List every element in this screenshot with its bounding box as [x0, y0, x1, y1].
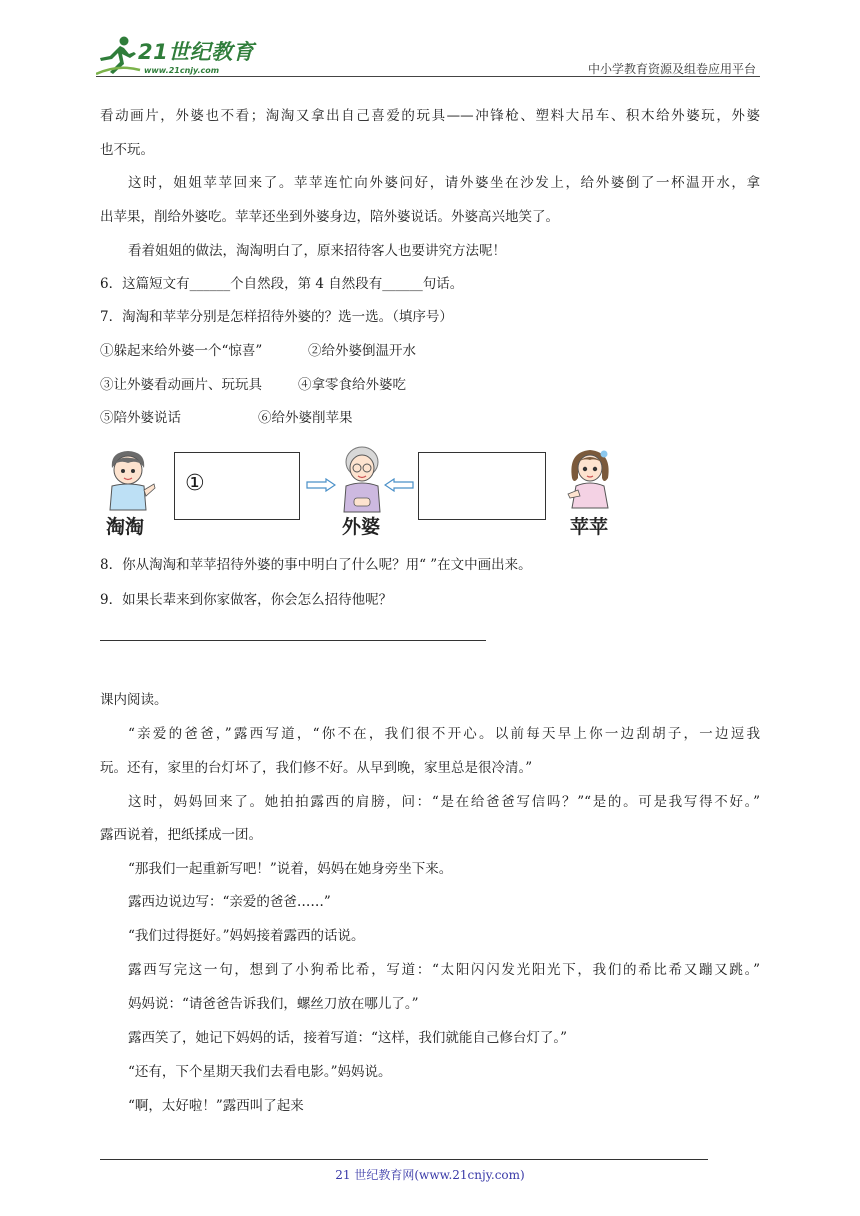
question-6: 6．这篇短文有______个自然段，第 4 自然段有______句话。 — [100, 276, 464, 292]
label-pingping: 苹苹 — [570, 516, 609, 538]
option-5: ⑤陪外婆说话 — [100, 410, 181, 426]
platform-title: 中小学教育资源及组卷应用平台 — [587, 62, 756, 76]
passage2-line10: 露西笑了，她记下妈妈的话，接着写道：“这样，我们就能自己修台灯了。” — [128, 1030, 568, 1046]
question-7: 7．淘淘和苹苹分别是怎样招待外婆的？选一选。（填序号） — [100, 309, 453, 325]
passage2-line3: 这时，妈妈回来了。她拍拍露西的肩膀，问：“是在给爸爸写信吗？”“是的。可是我写得不好。” — [128, 794, 760, 810]
boy-taotao-icon — [100, 446, 156, 512]
page-header — [96, 28, 760, 80]
answer-line-q9[interactable] — [100, 640, 486, 641]
option-6: ⑥给外婆削苹果 — [258, 410, 353, 426]
passage2-line6: 露西边说边写：“亲爱的爸爸……” — [128, 894, 331, 910]
passage1-line4: 出苹果，削给外婆吃。苹苹还坐到外婆身边，陪外婆说话。外婆高兴地笑了。 — [100, 209, 559, 225]
question-9: 9．如果长辈来到你家做客，你会怎么招待他呢？ — [100, 592, 393, 608]
box-prefilled-answer: ① — [185, 471, 205, 496]
passage2-line7: “我们过得挺好。”妈妈接着露西的话说。 — [128, 928, 365, 944]
grandma-icon — [336, 444, 388, 514]
question-8: 8．你从淘淘和苹苹招待外婆的事中明白了什么呢？用“ ”在文中画出来。 — [100, 557, 532, 573]
site-logo — [96, 34, 256, 78]
girl-pingping-icon — [564, 444, 616, 510]
label-taotao: 淘淘 — [106, 516, 145, 538]
passage2-line1: “亲爱的爸爸，”露西写道，“你不在，我们很不开心。以前每天早上你一边刮胡子，一边逗我 — [128, 726, 760, 742]
answer-box-taotao[interactable] — [174, 452, 300, 520]
option-2: ②给外婆倒温开水 — [308, 343, 416, 359]
runner-logo-icon — [96, 34, 142, 78]
label-waipo: 外婆 — [342, 516, 381, 538]
option-3: ③让外婆看动画片、玩玩具 — [100, 377, 262, 393]
passage2-line5: “那我们一起重新写吧！”说着，妈妈在她身旁坐下来。 — [128, 861, 453, 877]
hosting-figure — [96, 440, 616, 540]
passage2-line9: 妈妈说：“请爸爸告诉我们，螺丝刀放在哪儿了。” — [128, 996, 419, 1012]
option-1: ①躲起来给外婆一个“惊喜” — [100, 343, 263, 359]
passage2-line4: 露西说着，把纸揉成一团。 — [100, 827, 262, 843]
passage2-line2: 玩。还有，家里的台灯坏了，我们修不好。从早到晚，家里总是很冷清。” — [100, 760, 533, 776]
passage2-line12: “啊，太好啦！”露西叫了起来 — [128, 1098, 304, 1114]
passage2-line8: 露西写完这一句，想到了小狗希比希，写道：“太阳闪闪发光阳光下，我们的希比希又蹦又跳。” — [128, 962, 760, 978]
passage1-line1: 看动画片，外婆也不看；淘淘又拿出自己喜爱的玩具——冲锋枪、塑料大吊车、积木给外婆玩，外婆 — [100, 108, 760, 124]
answer-box-pingping[interactable] — [418, 452, 546, 520]
passage2-line11: “还有，下个星期天我们去看电影。”妈妈说。 — [128, 1064, 392, 1080]
footer-text[interactable]: 21 世纪教育网(www.21cnjy.com) — [335, 1168, 525, 1182]
section-heading: 课内阅读。 — [100, 692, 168, 708]
passage1-line3: 这时，姐姐苹苹回来了。苹苹连忙向外婆问好，请外婆坐在沙发上，给外婆倒了一杯温开水，拿 — [128, 175, 760, 191]
logo-url: www.21cnjy.com — [144, 66, 220, 75]
passage1-line5: 看着姐姐的做法，淘淘明白了，原来招待客人也要讲究方法呢！ — [128, 243, 506, 259]
passage1-line2: 也不玩。 — [100, 142, 154, 158]
arrow-right-icon — [306, 478, 336, 492]
logo-text: 21世纪教育 — [138, 40, 255, 64]
footer-divider — [100, 1159, 708, 1160]
arrow-left-icon — [384, 478, 414, 492]
header-divider — [96, 76, 760, 77]
option-4: ④拿零食给外婆吃 — [298, 377, 406, 393]
